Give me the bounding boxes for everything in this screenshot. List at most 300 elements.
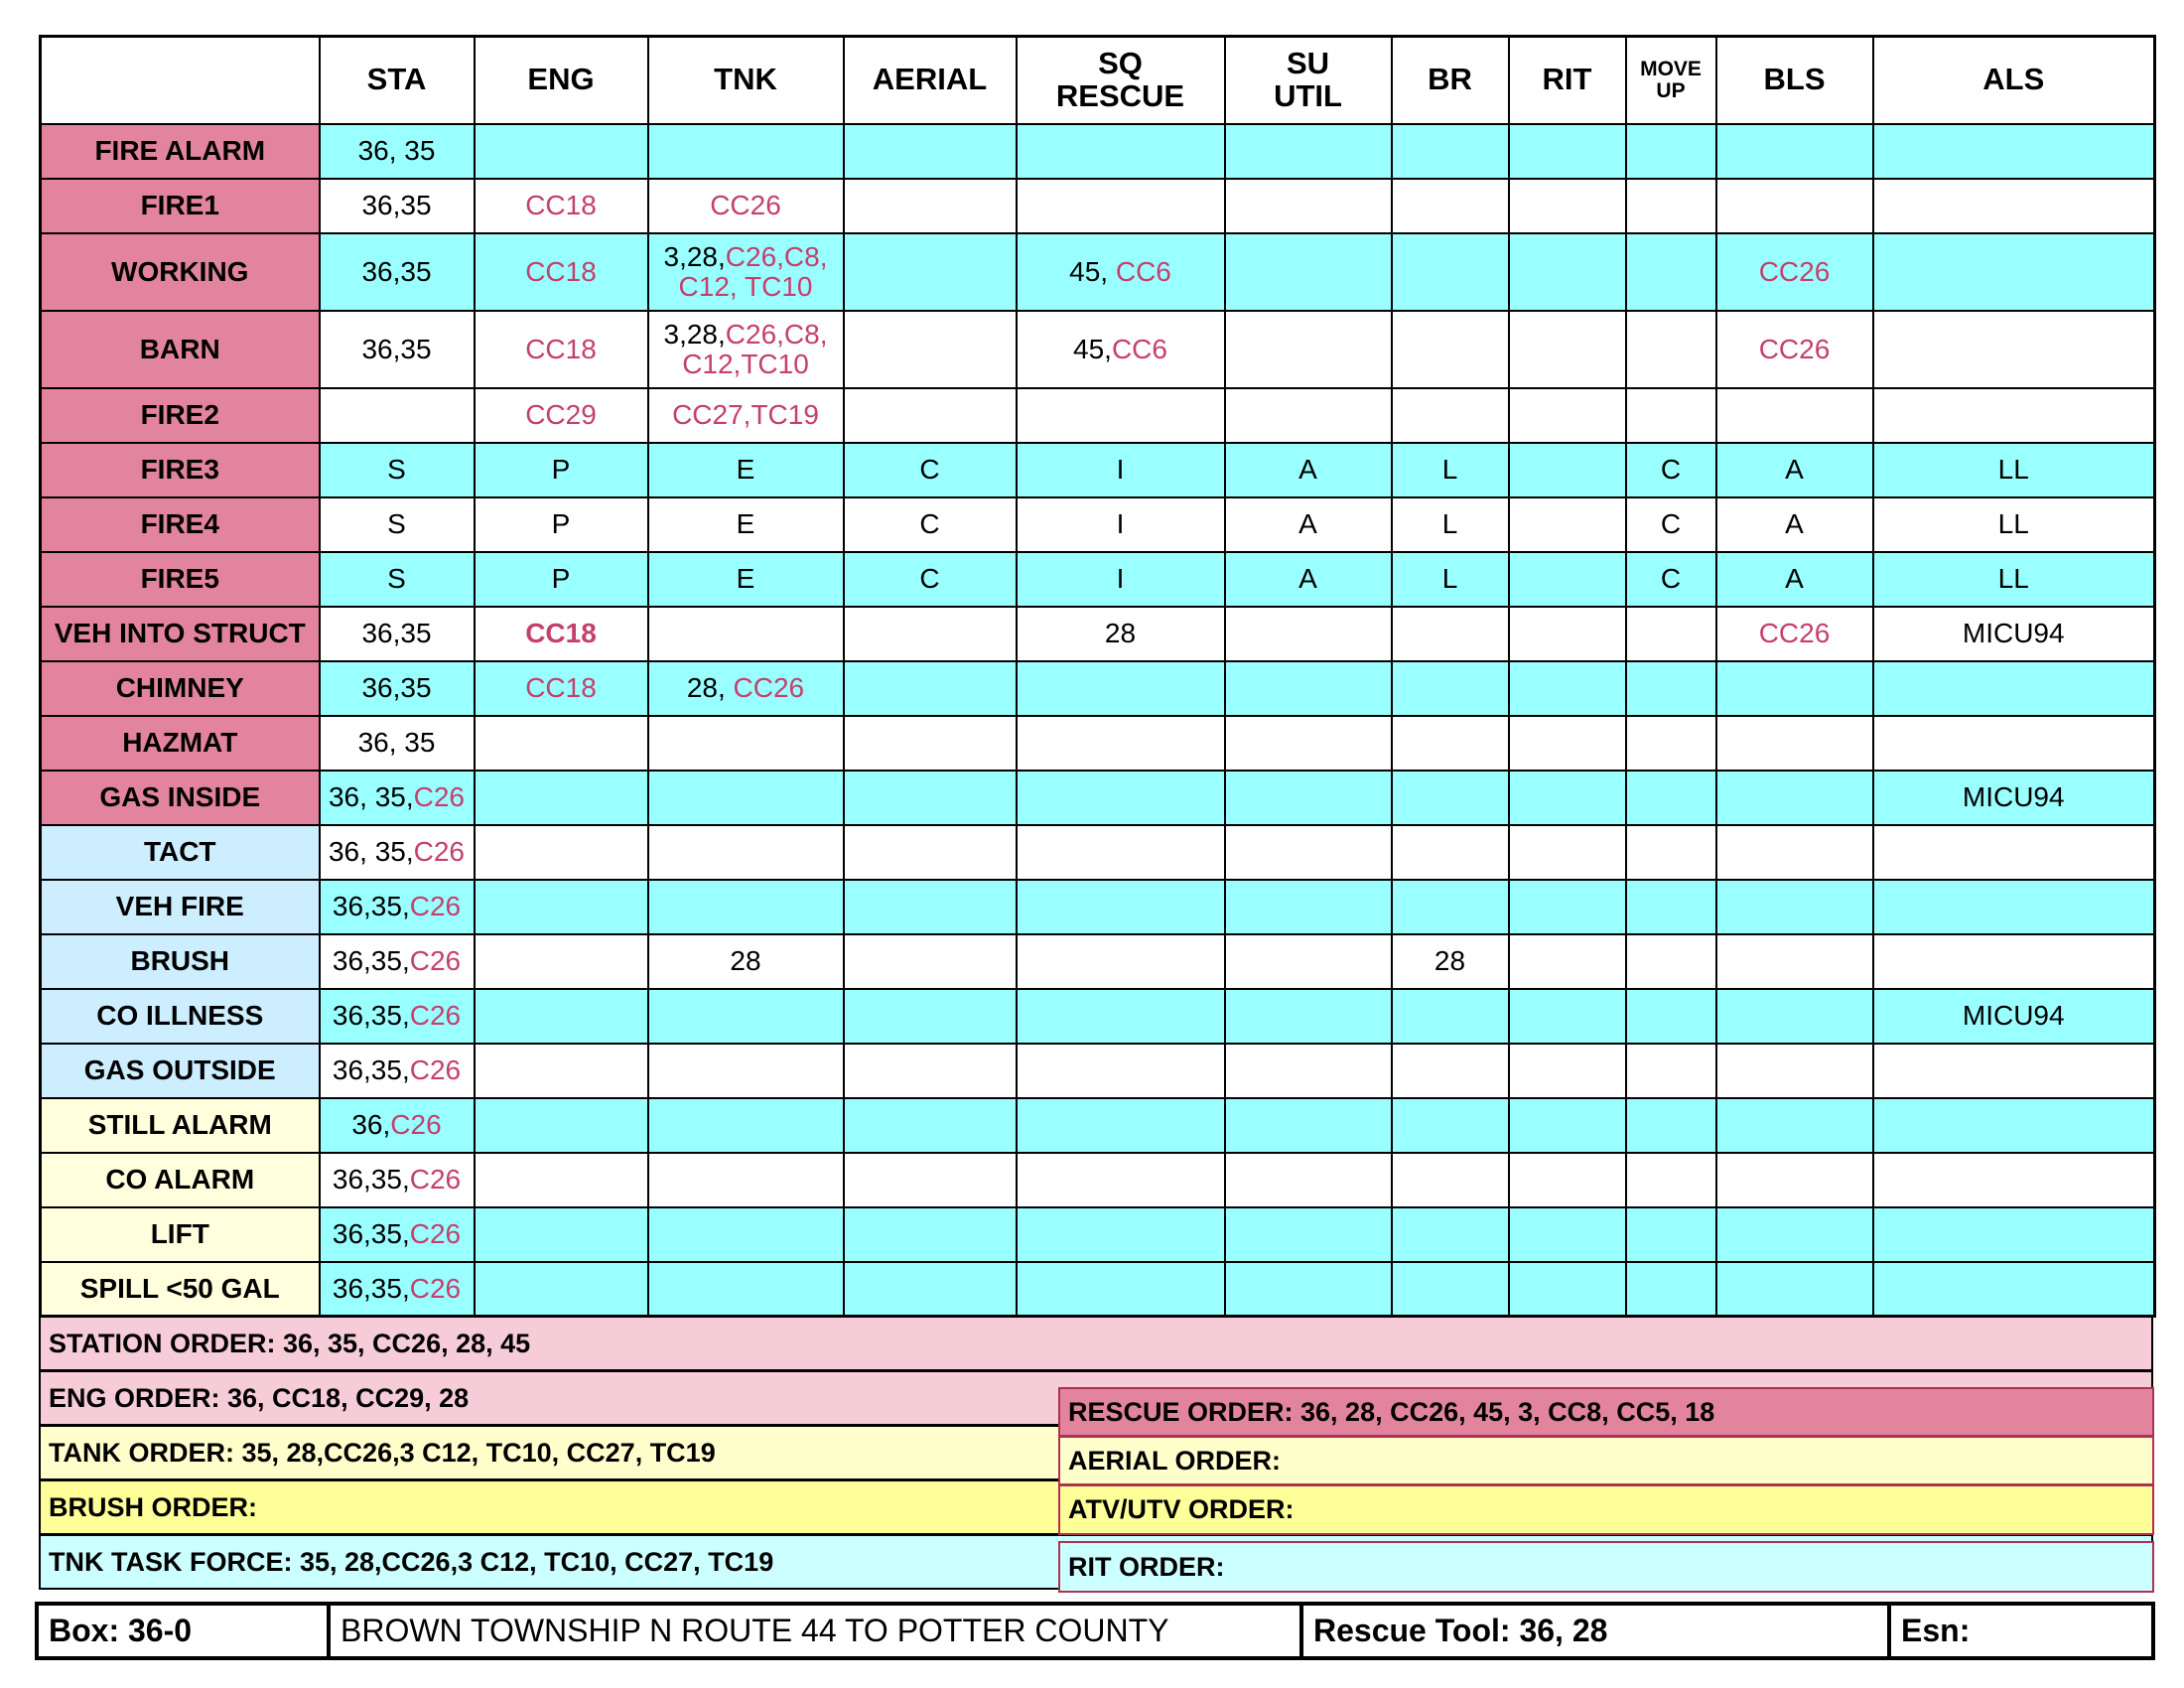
cell-text: 28 — [1433, 945, 1466, 977]
cell-text: 28 — [730, 945, 761, 977]
table-cell — [844, 989, 1017, 1044]
table-cell — [1873, 825, 2155, 880]
table-cell — [1509, 179, 1626, 233]
eng-order: ENG ORDER: 36, CC18, CC29, 28 — [39, 1370, 2153, 1426]
table-cell — [320, 607, 475, 661]
table-cell — [1873, 661, 2155, 716]
table-cell — [1225, 771, 1392, 825]
table-cell — [1509, 552, 1626, 607]
table-row — [41, 388, 2155, 443]
row-label: FIRE5 — [41, 552, 320, 607]
column-header: ENG — [475, 37, 648, 124]
cell-text: P — [551, 454, 571, 486]
table-cell — [1626, 771, 1716, 825]
column-header — [41, 37, 320, 124]
table-row — [41, 771, 2155, 825]
table-cell — [1392, 607, 1509, 661]
dispatch-grid — [39, 35, 2156, 1318]
cell-text: CC18 — [525, 618, 597, 649]
table-cell — [320, 179, 475, 233]
table-cell — [1873, 179, 2155, 233]
table-cell — [1626, 233, 1716, 311]
table-cell — [1017, 825, 1225, 880]
table-cell — [648, 1207, 844, 1262]
cell-text: C12,TC10 — [682, 348, 809, 379]
table-cell — [475, 388, 648, 443]
cell-text: S — [387, 454, 406, 486]
box-number: Box: 36-0 — [39, 1606, 331, 1656]
table-row — [41, 825, 2155, 880]
table-cell — [475, 607, 648, 661]
table-cell — [844, 607, 1017, 661]
row-label: FIRE4 — [41, 497, 320, 552]
table-cell — [1017, 388, 1225, 443]
cell-text: C26 — [413, 836, 465, 868]
grid-body — [41, 124, 2155, 1317]
table-cell — [475, 880, 648, 934]
table-cell — [1225, 880, 1392, 934]
table-cell — [475, 443, 648, 497]
cell-text: CC6 — [1115, 255, 1171, 287]
table-cell — [1509, 771, 1626, 825]
table-cell — [1716, 1207, 1873, 1262]
cell-text: I — [1116, 508, 1125, 540]
cell-text: LL — [1997, 454, 2029, 486]
table-cell — [1392, 1098, 1509, 1153]
station-order: STATION ORDER: 36, 35, CC26, 28, 45 — [39, 1316, 2153, 1371]
table-cell — [1716, 716, 1873, 771]
footer-bar — [35, 1602, 2155, 1660]
table-cell — [648, 497, 844, 552]
cell-text: 36,35 — [361, 255, 432, 287]
table-cell — [1017, 443, 1225, 497]
cell-text: 36,35, — [332, 945, 410, 977]
table-cell — [1017, 716, 1225, 771]
row-label: FIRE1 — [41, 179, 320, 233]
table-cell — [1225, 825, 1392, 880]
cell-text: 45, — [1069, 255, 1116, 287]
cell-text: C26 — [409, 891, 462, 922]
table-cell — [1225, 179, 1392, 233]
cell-text: P — [551, 563, 571, 595]
cell-text: A — [1785, 454, 1804, 486]
table-cell — [475, 1262, 648, 1317]
cell-text: C — [1660, 454, 1682, 486]
cell-text: C — [919, 508, 940, 540]
cell-text: C26 — [409, 1055, 462, 1086]
table-cell — [475, 989, 648, 1044]
table-cell — [1716, 311, 1873, 388]
table-cell — [1392, 716, 1509, 771]
cell-text: A — [1298, 508, 1317, 540]
table-row — [41, 716, 2155, 771]
table-cell — [1716, 124, 1873, 179]
table-cell — [475, 1153, 648, 1207]
row-label: LIFT — [41, 1207, 320, 1262]
cell-text: LL — [1997, 508, 2029, 540]
table-row — [41, 1262, 2155, 1317]
row-label: WORKING — [41, 233, 320, 311]
table-cell — [475, 497, 648, 552]
cell-text: 28, — [686, 672, 734, 704]
table-cell — [1873, 989, 2155, 1044]
cell-text: CC26 — [710, 190, 781, 221]
table-cell — [1873, 1262, 2155, 1317]
table-cell — [1225, 124, 1392, 179]
cell-text: C26 — [409, 1273, 462, 1305]
row-label: VEH FIRE — [41, 880, 320, 934]
row-label: HAZMAT — [41, 716, 320, 771]
table-cell — [475, 311, 648, 388]
cell-text: CC26 — [1758, 255, 1831, 287]
cell-text: 3,28, — [663, 319, 726, 351]
rescue-tool: Rescue Tool: 36, 28 — [1303, 1606, 1891, 1656]
table-row — [41, 1098, 2155, 1153]
table-cell — [475, 1207, 648, 1262]
table-cell — [1017, 497, 1225, 552]
row-label: FIRE ALARM — [41, 124, 320, 179]
cell-text: 45, — [1073, 333, 1112, 364]
table-cell — [1509, 880, 1626, 934]
table-cell — [1509, 1098, 1626, 1153]
table-cell — [320, 497, 475, 552]
table-cell — [648, 1262, 844, 1317]
table-cell — [1716, 607, 1873, 661]
table-cell — [1017, 661, 1225, 716]
table-cell — [844, 1262, 1017, 1317]
row-label: STILL ALARM — [41, 1098, 320, 1153]
cell-text: 36,35, — [332, 1000, 410, 1032]
table-cell — [320, 124, 475, 179]
table-cell — [648, 880, 844, 934]
table-cell — [1392, 179, 1509, 233]
table-cell — [844, 1098, 1017, 1153]
table-cell — [1225, 716, 1392, 771]
table-cell — [1225, 388, 1392, 443]
cell-text: C26,C8, — [725, 241, 828, 273]
table-cell — [1716, 934, 1873, 989]
table-cell — [1392, 1044, 1509, 1098]
tank-order: TANK ORDER: 35, 28,CC26,3 C12, TC10, CC27, TC19 — [39, 1425, 2153, 1480]
table-cell — [475, 552, 648, 607]
table-cell — [1392, 989, 1509, 1044]
table-cell — [1716, 1044, 1873, 1098]
table-cell — [1509, 934, 1626, 989]
cell-text: MICU94 — [1962, 618, 2065, 649]
table-cell — [1873, 1207, 2155, 1262]
cell-text: S — [387, 508, 406, 540]
table-cell — [1509, 1153, 1626, 1207]
table-row — [41, 880, 2155, 934]
table-cell — [1509, 825, 1626, 880]
table-cell — [1392, 1262, 1509, 1317]
table-cell — [844, 880, 1017, 934]
cell-text: C26 — [409, 1164, 462, 1196]
cell-text: E — [736, 563, 755, 595]
table-cell — [844, 552, 1017, 607]
table-cell — [648, 771, 844, 825]
table-cell — [844, 771, 1017, 825]
cell-text: CC18 — [525, 190, 597, 221]
table-cell — [1873, 124, 2155, 179]
row-label: BARN — [41, 311, 320, 388]
table-cell — [1392, 825, 1509, 880]
table-cell — [1716, 497, 1873, 552]
row-label: TACT — [41, 825, 320, 880]
cell-text: L — [1441, 454, 1458, 486]
table-cell — [648, 1098, 844, 1153]
table-cell — [1225, 607, 1392, 661]
table-cell — [320, 1207, 475, 1262]
table-cell — [1017, 233, 1225, 311]
table-row — [41, 179, 2155, 233]
table-cell — [844, 179, 1017, 233]
table-cell — [320, 388, 475, 443]
cell-text: CC18 — [525, 255, 597, 287]
table-cell — [1716, 233, 1873, 311]
cell-text: 36, 35 — [357, 727, 436, 759]
cell-text: MICU94 — [1962, 781, 2065, 813]
cell-text: 28 — [1104, 618, 1137, 649]
table-cell — [1716, 179, 1873, 233]
table-row — [41, 989, 2155, 1044]
table-cell — [320, 1044, 475, 1098]
cell-text: CC18 — [525, 672, 597, 704]
table-cell — [1509, 124, 1626, 179]
table-cell — [1225, 311, 1392, 388]
table-cell — [648, 1153, 844, 1207]
row-label: CO ILLNESS — [41, 989, 320, 1044]
table-cell — [1509, 989, 1626, 1044]
table-cell — [1716, 989, 1873, 1044]
table-row — [41, 1207, 2155, 1262]
cell-text: 36,35 — [361, 190, 432, 221]
table-cell — [1392, 233, 1509, 311]
table-row — [41, 497, 2155, 552]
table-cell — [1509, 443, 1626, 497]
cell-text: C12, TC10 — [678, 270, 813, 302]
table-cell — [1225, 1044, 1392, 1098]
table-cell — [1626, 1153, 1716, 1207]
table-cell — [844, 443, 1017, 497]
cell-text: C26 — [413, 781, 465, 813]
cell-text: 36,35, — [332, 1164, 410, 1196]
table-cell — [844, 124, 1017, 179]
table-cell — [320, 989, 475, 1044]
table-cell — [1716, 1153, 1873, 1207]
cell-text: C — [919, 563, 940, 595]
cell-text: I — [1116, 563, 1125, 595]
column-header: MOVE UP — [1626, 37, 1716, 124]
table-row — [41, 443, 2155, 497]
table-cell — [475, 716, 648, 771]
table-cell — [1873, 1044, 2155, 1098]
table-cell — [1509, 661, 1626, 716]
table-cell — [475, 771, 648, 825]
table-cell — [844, 1044, 1017, 1098]
table-cell — [844, 497, 1017, 552]
column-header: BR — [1392, 37, 1509, 124]
table-cell — [1017, 1262, 1225, 1317]
table-cell — [1509, 311, 1626, 388]
table-cell — [1017, 607, 1225, 661]
column-header: SU UTIL — [1225, 37, 1392, 124]
table-cell — [475, 124, 648, 179]
table-cell — [1225, 233, 1392, 311]
table-cell — [1873, 233, 2155, 311]
table-cell — [1873, 311, 2155, 388]
brush-order: BRUSH ORDER: — [39, 1479, 2153, 1535]
table-cell — [320, 233, 475, 311]
table-cell — [1626, 1044, 1716, 1098]
table-cell — [1017, 1044, 1225, 1098]
table-cell — [1392, 661, 1509, 716]
table-cell — [1017, 311, 1225, 388]
table-cell — [1873, 934, 2155, 989]
table-cell — [1873, 1153, 2155, 1207]
table-cell — [648, 825, 844, 880]
table-cell — [475, 934, 648, 989]
table-cell — [1225, 443, 1392, 497]
table-cell — [1017, 880, 1225, 934]
row-label: GAS INSIDE — [41, 771, 320, 825]
column-header: RIT — [1509, 37, 1626, 124]
table-cell — [1716, 388, 1873, 443]
table-cell — [1873, 443, 2155, 497]
table-cell — [648, 552, 844, 607]
cell-text: C26,C8, — [725, 319, 828, 351]
table-cell — [1873, 552, 2155, 607]
table-cell — [1392, 552, 1509, 607]
table-cell — [1509, 1262, 1626, 1317]
table-row — [41, 1044, 2155, 1098]
table-cell — [648, 1044, 844, 1098]
table-cell — [1509, 1207, 1626, 1262]
table-cell — [648, 179, 844, 233]
table-cell — [1392, 124, 1509, 179]
table-cell — [648, 607, 844, 661]
table-cell — [1716, 880, 1873, 934]
cell-text: C26 — [409, 1218, 462, 1250]
table-cell — [1873, 607, 2155, 661]
table-cell — [475, 1044, 648, 1098]
table-cell — [1017, 124, 1225, 179]
table-cell — [1509, 497, 1626, 552]
table-cell — [1225, 1207, 1392, 1262]
cell-text: A — [1298, 563, 1317, 595]
row-label: GAS OUTSIDE — [41, 1044, 320, 1098]
table-cell — [1392, 497, 1509, 552]
cell-text: C — [919, 454, 940, 486]
cell-text: 36,35, — [332, 1218, 410, 1250]
table-cell — [320, 771, 475, 825]
cell-text: CC6 — [1111, 333, 1167, 364]
table-cell — [648, 124, 844, 179]
table-cell — [320, 716, 475, 771]
table-cell — [1626, 1098, 1716, 1153]
table-cell — [475, 1098, 648, 1153]
cell-text: 36, 35 — [357, 135, 436, 167]
table-cell — [844, 1153, 1017, 1207]
cell-text: P — [551, 508, 571, 540]
table-cell — [1392, 771, 1509, 825]
table-cell — [1626, 607, 1716, 661]
table-cell — [475, 825, 648, 880]
table-cell — [1509, 607, 1626, 661]
table-cell — [1873, 1098, 2155, 1153]
table-row — [41, 607, 2155, 661]
cell-text: I — [1116, 454, 1125, 486]
cell-text: A — [1785, 508, 1804, 540]
cell-text: E — [736, 508, 755, 540]
table-cell — [648, 661, 844, 716]
table-cell — [648, 388, 844, 443]
table-row — [41, 552, 2155, 607]
rit-order: RIT ORDER: — [1058, 1541, 2154, 1593]
table-cell — [475, 179, 648, 233]
table-row — [41, 1153, 2155, 1207]
table-cell — [1017, 934, 1225, 989]
table-cell — [648, 311, 844, 388]
table-cell — [1626, 388, 1716, 443]
table-cell — [1716, 771, 1873, 825]
table-cell — [1509, 716, 1626, 771]
table-cell — [1392, 1153, 1509, 1207]
table-cell — [1392, 880, 1509, 934]
cell-text: 36,35 — [361, 333, 432, 364]
column-header: SQ RESCUE — [1017, 37, 1225, 124]
table-cell — [1017, 989, 1225, 1044]
table-row — [41, 311, 2155, 388]
table-cell — [648, 716, 844, 771]
cell-text: C26 — [390, 1109, 442, 1141]
table-cell — [1392, 388, 1509, 443]
cell-text: C — [1660, 508, 1682, 540]
table-cell — [320, 880, 475, 934]
table-cell — [844, 825, 1017, 880]
table-cell — [1626, 1262, 1716, 1317]
table-cell — [1626, 443, 1716, 497]
row-label: FIRE2 — [41, 388, 320, 443]
table-cell — [1626, 825, 1716, 880]
cell-text: C26 — [409, 1000, 462, 1032]
table-cell — [648, 934, 844, 989]
row-label: SPILL <50 GAL — [41, 1262, 320, 1317]
table-cell — [1392, 443, 1509, 497]
table-cell — [320, 934, 475, 989]
table-cell — [1225, 661, 1392, 716]
cell-text: 36,35 — [361, 672, 432, 704]
table-row — [41, 124, 2155, 179]
column-header: AERIAL — [844, 37, 1017, 124]
row-label: VEH INTO STRUCT — [41, 607, 320, 661]
cell-text: S — [387, 563, 406, 595]
table-cell — [844, 311, 1017, 388]
table-cell — [648, 233, 844, 311]
table-cell — [1626, 880, 1716, 934]
table-cell — [320, 1153, 475, 1207]
table-cell — [1392, 311, 1509, 388]
table-cell — [1873, 497, 2155, 552]
row-label: FIRE3 — [41, 443, 320, 497]
cell-text: E — [736, 454, 755, 486]
cell-text: CC26 — [1758, 333, 1831, 364]
table-cell — [1017, 771, 1225, 825]
table-cell — [320, 311, 475, 388]
cell-text: A — [1298, 454, 1317, 486]
table-cell — [1873, 880, 2155, 934]
table-cell — [320, 443, 475, 497]
